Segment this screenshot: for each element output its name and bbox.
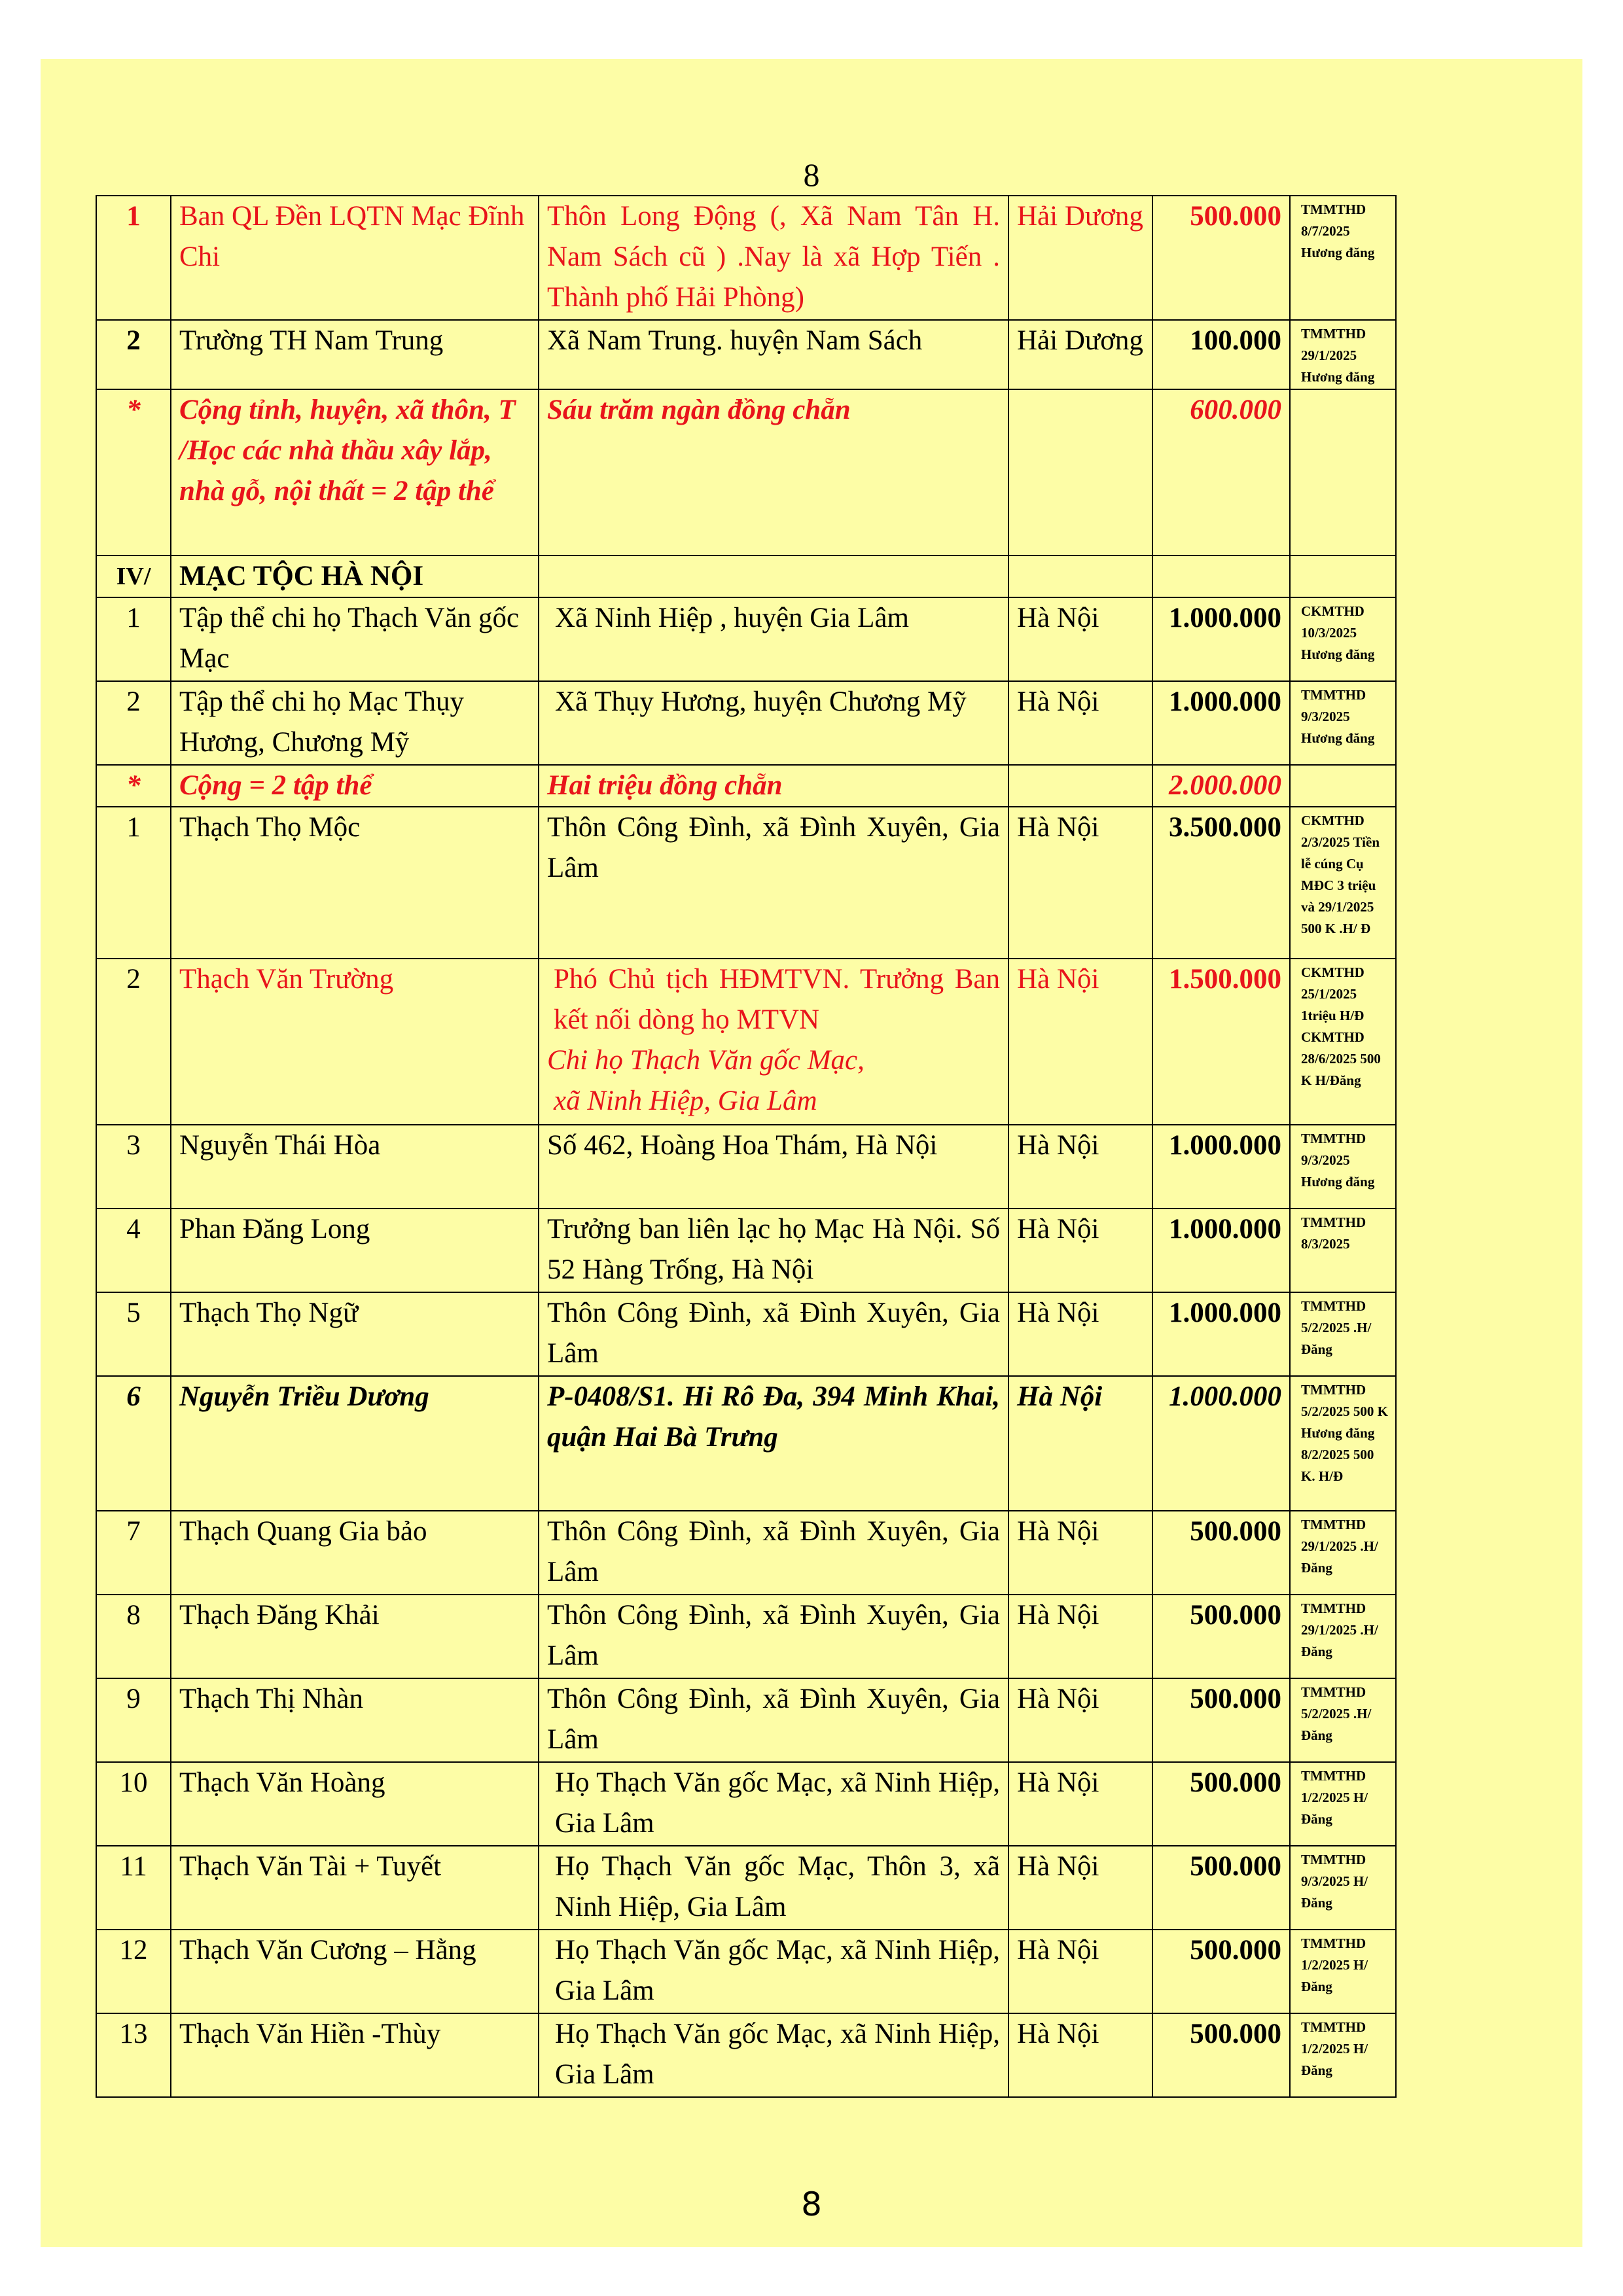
row-province: Hà Nội xyxy=(1008,1125,1152,1209)
row-address: Thôn Công Đình, xã Đình Xuyên, Gia Lâm xyxy=(539,1292,1008,1376)
row-province xyxy=(1008,765,1152,807)
row-amount: 600.000 xyxy=(1152,389,1290,556)
table-row xyxy=(96,1511,1515,1595)
row-amount: 500.000 xyxy=(1152,196,1290,320)
row-province: Hà Nội xyxy=(1008,1209,1152,1292)
row-stt: * xyxy=(96,389,171,556)
row-amount: 2.000.000 xyxy=(1152,765,1290,807)
row-name: Tập thể chi họ Mạc Thụy Hương, Chương Mỹ xyxy=(171,681,539,765)
table-row xyxy=(96,807,1515,959)
row-address: Họ Thạch Văn gốc Mạc, xã Ninh Hiệp, Gia Lâm xyxy=(539,1762,1008,1846)
row-note xyxy=(1290,556,1396,597)
row-amount: 500.000 xyxy=(1152,1678,1290,1762)
row-name: Thạch Thị Nhàn xyxy=(171,1678,539,1762)
row-note: TMMTHD 9/3/2025 Hương đăng xyxy=(1290,1125,1396,1209)
row-note xyxy=(1290,389,1396,556)
row-address: Xã Thụy Hương, huyện Chương Mỹ xyxy=(539,681,1008,765)
row-name: Thạch Văn Trường xyxy=(171,959,539,1125)
row-name: Thạch Đăng Khải xyxy=(171,1595,539,1678)
row-province: Hà Nội xyxy=(1008,1678,1152,1762)
row-note: TMMTHD 1/2/2025 H/Đăng xyxy=(1290,2013,1396,2097)
row-province: Hà Nội xyxy=(1008,1595,1152,1678)
row-address: Họ Thạch Văn gốc Mạc, xã Ninh Hiệp, Gia Lâm xyxy=(539,2013,1008,2097)
row-stt: 3 xyxy=(96,1125,171,1209)
row-note: TMMTHD 9/3/2025 Hương đăng xyxy=(1290,681,1396,765)
row-name: Trường TH Nam Trung xyxy=(171,320,539,389)
page-number-bottom: 8 xyxy=(801,2185,822,2223)
row-province: Hà Nội xyxy=(1008,1930,1152,2013)
row-stt: 1 xyxy=(96,196,171,320)
row-stt: 9 xyxy=(96,1678,171,1762)
row-address xyxy=(539,556,1008,597)
row-address: Thôn Công Đình, xã Đình Xuyên, Gia Lâm xyxy=(539,1595,1008,1678)
row-name: Phan Đăng Long xyxy=(171,1209,539,1292)
row-name: Thạch Quang Gia bảo xyxy=(171,1511,539,1595)
row-name: Thạch Văn Tài + Tuyết xyxy=(171,1846,539,1930)
table-row xyxy=(96,196,1515,320)
row-address: Hai triệu đồng chẵn xyxy=(539,765,1008,807)
row-address: Họ Thạch Văn gốc Mạc, Thôn 3, xã Ninh Hiệp, Gia Lâm xyxy=(539,1846,1008,1930)
row-note: CKMTHD 10/3/2025 Hương đăng xyxy=(1290,597,1396,681)
row-address xyxy=(539,959,1008,1125)
row-stt: 2 xyxy=(96,959,171,1125)
row-stt: 11 xyxy=(96,1846,171,1930)
row-note: TMMTHD 5/2/2025 500 K Hương đăng 8/2/2025 500 K. H/Đ xyxy=(1290,1376,1396,1511)
table-row xyxy=(96,1125,1515,1209)
row-note: TMMTHD 1/2/2025 H/Đăng xyxy=(1290,1762,1396,1846)
page-number-top: 8 xyxy=(803,156,820,193)
row-name: Thạch Thọ Mộc xyxy=(171,807,539,959)
row-note: TMMTHD 1/2/2025 H/Đăng xyxy=(1290,1930,1396,2013)
row-address: Thôn Công Đình, xã Đình Xuyên, Gia Lâm xyxy=(539,1678,1008,1762)
row-name: Thạch Thọ Ngữ xyxy=(171,1292,539,1376)
donation-table xyxy=(96,195,1516,2098)
row-stt: 1 xyxy=(96,597,171,681)
row-stt: 4 xyxy=(96,1209,171,1292)
row-stt: 8 xyxy=(96,1595,171,1678)
row-address: Họ Thạch Văn gốc Mạc, xã Ninh Hiệp, Gia Lâm xyxy=(539,1930,1008,2013)
table-row xyxy=(96,1595,1515,1678)
row-address: Thôn Công Đình, xã Đình Xuyên, Gia Lâm xyxy=(539,807,1008,959)
row-stt: 10 xyxy=(96,1762,171,1846)
row-name: MẠC TỘC HÀ NỘI xyxy=(171,556,539,597)
row-note: CKMTHD 2/3/2025 Tiền lễ cúng Cụ MĐC 3 triệu và 29/1/2025 500 K .H/ Đ xyxy=(1290,807,1396,959)
row-amount: 1.000.000 xyxy=(1152,1376,1290,1511)
row-address: Thôn Công Đình, xã Đình Xuyên, Gia Lâm xyxy=(539,1511,1008,1595)
table-row xyxy=(96,959,1515,1125)
row-name: Ban QL Đền LQTN Mạc Đĩnh Chi xyxy=(171,196,539,320)
table-row xyxy=(96,1209,1515,1292)
row-stt: 12 xyxy=(96,1930,171,2013)
row-name: Thạch Văn Hiền -Thùy xyxy=(171,2013,539,2097)
row-address: Thôn Long Động (, Xã Nam Tân H. Nam Sách cũ ) .Nay là xã Hợp Tiến . Thành phố Hải Phòng) xyxy=(539,196,1008,320)
table-row xyxy=(96,1376,1515,1511)
row-address-line: xã Ninh Hiệp, Gia Lâm xyxy=(554,1086,817,1116)
row-note: TMMTHD 8/7/2025 Hương đăng xyxy=(1290,196,1396,320)
row-province: Hải Dương xyxy=(1008,320,1152,389)
document-page xyxy=(41,59,1582,2247)
row-province: Hà Nội xyxy=(1008,2013,1152,2097)
row-note: TMMTHD 9/3/2025 H/Đăng xyxy=(1290,1846,1396,1930)
row-address: Sáu trăm ngàn đồng chẵn xyxy=(539,389,1008,556)
row-amount: 100.000 xyxy=(1152,320,1290,389)
row-name: Nguyễn Thái Hòa xyxy=(171,1125,539,1209)
row-amount: 500.000 xyxy=(1152,1930,1290,2013)
row-name: Thạch Văn Cương – Hằng xyxy=(171,1930,539,2013)
row-province: Hà Nội xyxy=(1008,959,1152,1125)
table-row xyxy=(96,1846,1515,1930)
row-amount: 1.000.000 xyxy=(1152,681,1290,765)
row-stt: 2 xyxy=(96,320,171,389)
table-row xyxy=(96,1678,1515,1762)
row-amount: 500.000 xyxy=(1152,2013,1290,2097)
row-note: TMMTHD 29/1/2025 .H/ Đăng xyxy=(1290,1595,1396,1678)
table-row xyxy=(96,597,1515,681)
row-note: TMMTHD 29/1/2025 .H/ Đăng xyxy=(1290,1511,1396,1595)
row-province: Hà Nội xyxy=(1008,1762,1152,1846)
row-province: Hà Nội xyxy=(1008,1292,1152,1376)
row-stt: 2 xyxy=(96,681,171,765)
row-address: Trưởng ban liên lạc họ Mạc Hà Nội. Số 52 Hàng Trống, Hà Nội xyxy=(539,1209,1008,1292)
row-note: CKMTHD 25/1/2025 1triệu H/Đ CKMTHD 28/6/2025 500 K H/Đăng xyxy=(1290,959,1396,1125)
row-name: Nguyễn Triều Dương xyxy=(171,1376,539,1511)
row-stt: 1 xyxy=(96,807,171,959)
table-row xyxy=(96,681,1515,765)
row-stt: 7 xyxy=(96,1511,171,1595)
row-name: Thạch Văn Hoàng xyxy=(171,1762,539,1846)
row-note: TMMTHD 5/2/2025 .H/ Đăng xyxy=(1290,1678,1396,1762)
row-stt: 13 xyxy=(96,2013,171,2097)
row-amount: 500.000 xyxy=(1152,1511,1290,1595)
row-amount: 500.000 xyxy=(1152,1762,1290,1846)
row-province xyxy=(1008,556,1152,597)
table-row xyxy=(96,1292,1515,1376)
row-province: Hà Nội xyxy=(1008,1511,1152,1595)
row-stt: IV/ xyxy=(96,556,171,597)
table-row xyxy=(96,389,1515,556)
row-amount: 1.000.000 xyxy=(1152,1209,1290,1292)
row-amount: 500.000 xyxy=(1152,1846,1290,1930)
row-amount: 500.000 xyxy=(1152,1595,1290,1678)
row-province: Hà Nội xyxy=(1008,681,1152,765)
row-stt: 5 xyxy=(96,1292,171,1376)
row-amount: 1.500.000 xyxy=(1152,959,1290,1125)
row-note xyxy=(1290,765,1396,807)
row-address: Xã Nam Trung. huyện Nam Sách xyxy=(539,320,1008,389)
row-amount: 3.500.000 xyxy=(1152,807,1290,959)
row-note: TMMTHD 5/2/2025 .H/ Đăng xyxy=(1290,1292,1396,1376)
row-province: Hà Nội xyxy=(1008,597,1152,681)
row-address-line: Chi họ Thạch Văn gốc Mạc, xyxy=(547,1045,865,1076)
row-stt: 6 xyxy=(96,1376,171,1511)
table-row xyxy=(96,1930,1515,2013)
row-name: Tập thể chi họ Thạch Văn gốc Mạc xyxy=(171,597,539,681)
table-row xyxy=(96,320,1515,389)
row-province: Hà Nội xyxy=(1008,807,1152,959)
row-note: TMMTHD 29/1/2025 Hương đăng xyxy=(1290,320,1396,389)
table-row xyxy=(96,765,1515,807)
row-amount: 1.000.000 xyxy=(1152,1292,1290,1376)
table-row xyxy=(96,2013,1515,2097)
row-note: TMMTHD 8/3/2025 xyxy=(1290,1209,1396,1292)
row-address-line: Phó Chủ tịch HĐMTVN. Trưởng Ban kết nối dòng họ MTVN xyxy=(554,964,1000,1035)
row-amount xyxy=(1152,556,1290,597)
row-name: Cộng = 2 tập thể xyxy=(171,765,539,807)
row-province: Hà Nội xyxy=(1008,1846,1152,1930)
row-address: Xã Ninh Hiệp , huyện Gia Lâm xyxy=(539,597,1008,681)
row-amount: 1.000.000 xyxy=(1152,1125,1290,1209)
row-amount: 1.000.000 xyxy=(1152,597,1290,681)
row-province: Hải Dương xyxy=(1008,196,1152,320)
row-address: Số 462, Hoàng Hoa Thám, Hà Nội xyxy=(539,1125,1008,1209)
row-province xyxy=(1008,389,1152,556)
row-province: Hà Nội xyxy=(1008,1376,1152,1511)
table-row xyxy=(96,1762,1515,1846)
table-row xyxy=(96,556,1515,597)
row-address: P-0408/S1. Hi Rô Đa, 394 Minh Khai, quận Hai Bà Trưng xyxy=(539,1376,1008,1511)
row-name: Cộng tỉnh, huyện, xã thôn, T /Học các nhà thầu xây lắp, nhà gỗ, nội thất = 2 tập thể xyxy=(171,389,539,556)
row-stt: * xyxy=(96,765,171,807)
